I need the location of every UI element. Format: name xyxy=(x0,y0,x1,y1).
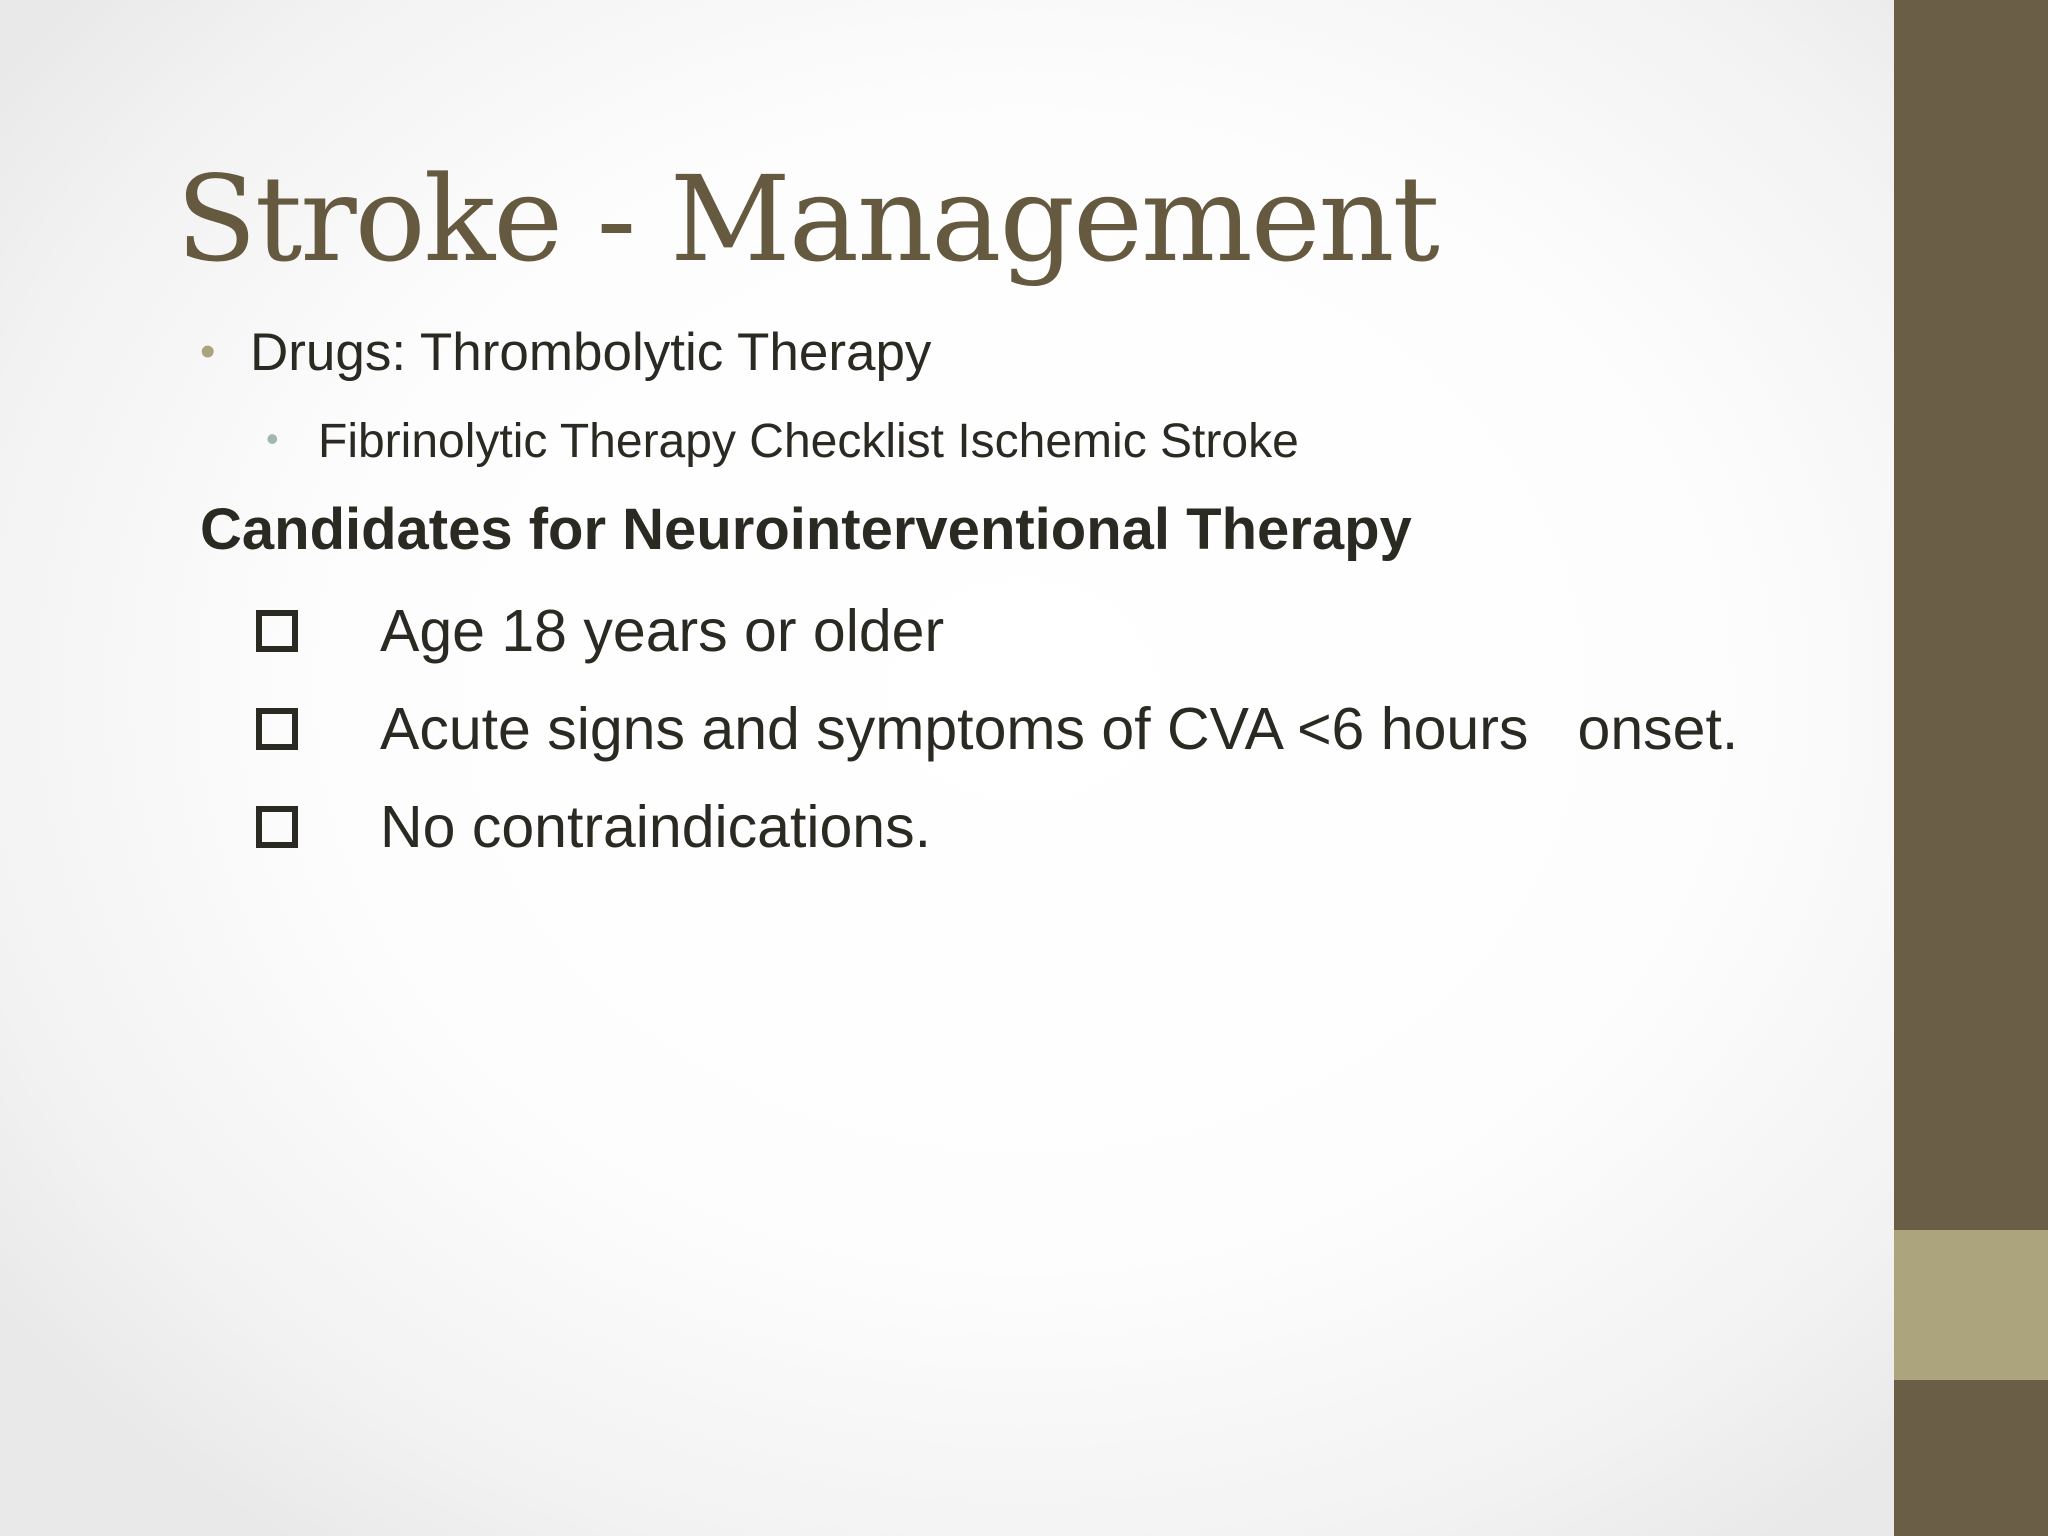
bullet-text: Drugs: Thrombolytic Therapy xyxy=(250,323,932,382)
checklist-item xyxy=(256,596,944,666)
bullet-level-1 xyxy=(200,322,931,383)
checklist-item xyxy=(256,792,931,862)
checkbox-icon xyxy=(256,806,298,848)
checkbox-icon xyxy=(256,708,298,750)
checklist-item xyxy=(256,694,1738,764)
sub-bullet-dot-icon: • xyxy=(266,418,279,459)
section-heading: Candidates for Neurointerventional Therapy xyxy=(200,497,1412,562)
checkbox-icon xyxy=(256,610,298,652)
sub-bullet-text: Fibrinolytic Therapy Checklist Ischemic Stroke xyxy=(318,415,1299,468)
bullet-level-2 xyxy=(266,414,1299,469)
checklist-item-text: Age 18 years or older xyxy=(380,598,945,664)
slide-title: Stroke - Management xyxy=(176,150,1438,288)
side-accent-block xyxy=(1894,1230,2048,1380)
checklist-item-text: No contraindications. xyxy=(380,794,931,860)
bullet-dot-icon: • xyxy=(200,327,216,376)
checklist-item-text: Acute signs and symptoms of CVA <6 hours onset. xyxy=(380,696,1739,762)
